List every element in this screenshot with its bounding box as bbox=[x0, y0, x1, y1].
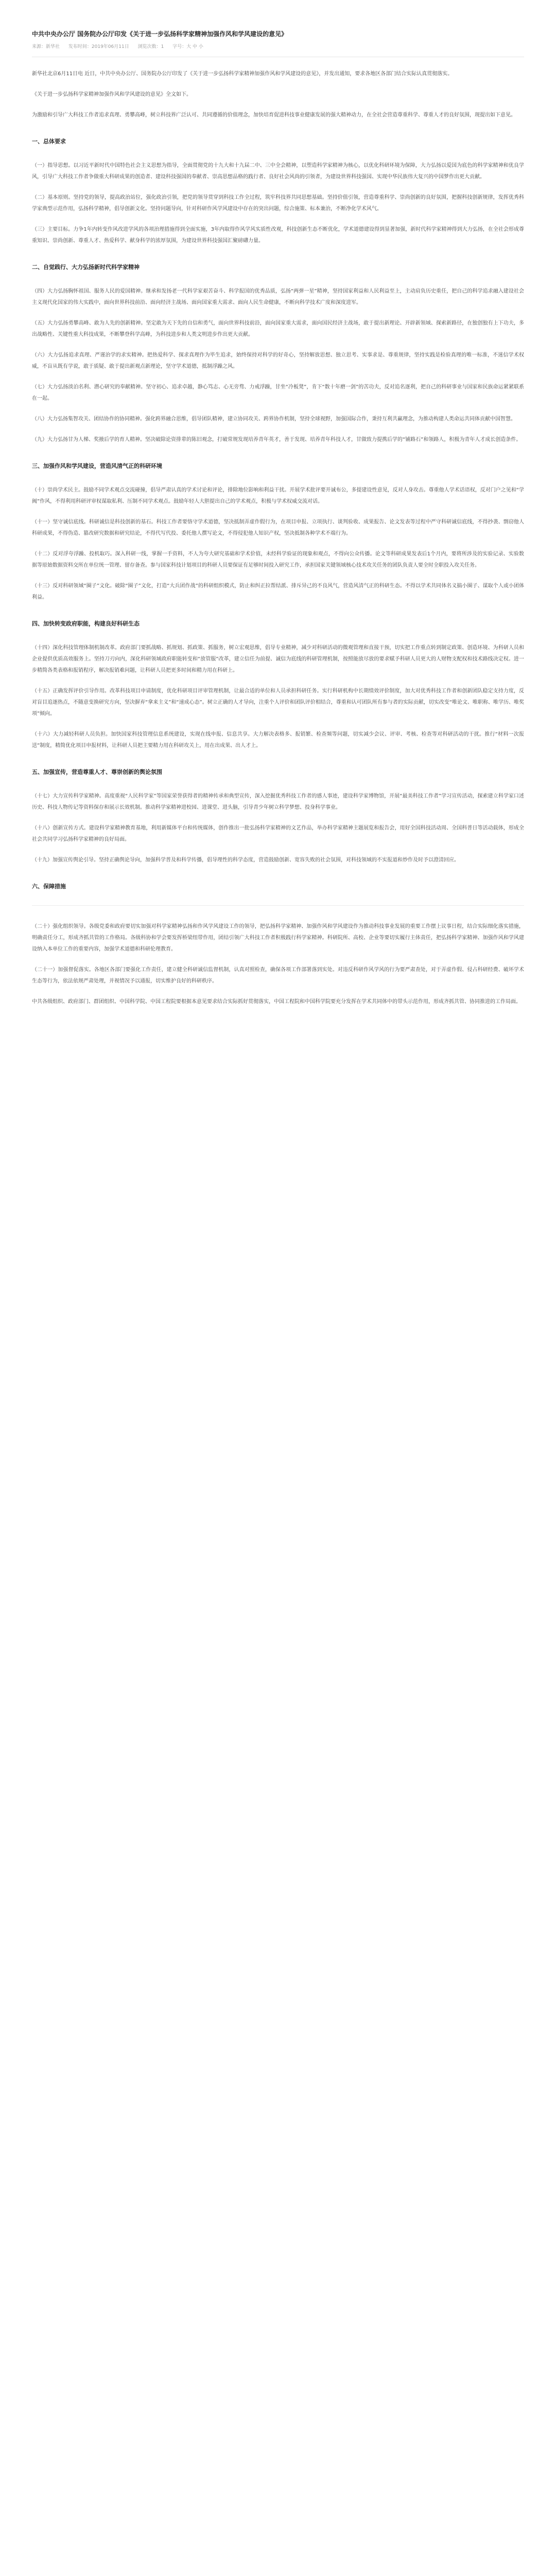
body-paragraph: （五）大力弘扬勇攀高峰、敢为人先的创新精神。坚定敢为天下先的自信和勇气，面向世界科技前沿，面向国家重大需求，面向国民经济主战场，敢于提出新理论、开辟新领域、探索新路径，在独创独有上下功夫，多出战略性、关键性重大科技成果，不断攀登科学高峰，为科技进步和人类文明进步作出更大贡献。 bbox=[32, 320, 524, 337]
body-paragraph: （八）大力弘扬集智攻关、团结协作的协同精神。强化跨界融合思维，倡导团队精神，建立协同攻关、跨界协作机制，坚持全球视野，加强国际合作，秉持互利共赢理念，为推动构建人类命运共同体贡献中国智慧。 bbox=[32, 416, 516, 422]
section-divider bbox=[32, 905, 524, 906]
body-paragraph: （十三）反对科研领域“圈子”文化。破除“圈子”文化，打造“大兵团作战”的科研组织模式，防止和纠正拉帮结派、排斥异己的不良风气，营造风清气正的科研生态。不得以学术共同体名义搞小圈子、谋取个人或小团体利益。 bbox=[32, 583, 524, 600]
meta-source: 来源：新华社 bbox=[32, 44, 60, 49]
body-paragraph: （四）大力弘扬胸怀祖国、服务人民的爱国精神。继承和发扬老一代科学家艰苦奋斗、科学报国的优秀品质，弘扬“两弹一星”精神，坚持国家利益和人民利益至上，主动肩负历史重任，把自己的科学追求融入建设社会主义现代化国家的伟大实践中，面向世界科技前沿、面向经济主战场、面向国家重大需求、面向人民生命健康，不断向科学技术广度和深度进军。 bbox=[32, 289, 524, 306]
body-paragraph: （十九）加强宣传舆论引导。坚持正确舆论导向，加强科学普及和科学传播，倡导理性的科学态度，营造鼓励创新、宽容失败的社会氛围，对科技领域的不实报道和炒作及时予以澄清回应。 bbox=[32, 857, 459, 863]
body-paragraph: （一）指导思想。以习近平新时代中国特色社会主义思想为指导，全面贯彻党的十九大和十九届二中、三中全会精神，以塑造科学家精神为核心，以优化科研环境为保障，大力弘扬以爱国为底色的科学家精神和优良学风，引导广大科技工作者争做重大科研成果的创造者、建设科技强国的奉献者、崇高思想品格的践行者、良好社会风尚的引领者，为建设世界科技强国、实现中华民族伟大复兴的中国梦作出更大贡献。 bbox=[32, 163, 524, 180]
meta-font-size[interactable]: 字号：大 中 小 bbox=[172, 44, 203, 49]
body-paragraph: （九）大力弘扬甘为人梯、奖掖后学的育人精神。坚决破除论资排辈的陈旧观念，打破常规发现培养青年英才，善于发现、培养青年科技人才，甘做致力提携后学的“铺路石”和领路人，积极为青年人才成长创造条件。 bbox=[32, 437, 522, 443]
body-paragraph: （六）大力弘扬追求真理、严谨治学的求实精神。把热爱科学、探求真理作为毕生追求，始终保持对科学的好奇心，坚持解放思想、独立思考、实事求是、尊重规律，坚持实践是检验真理的唯一标准，不迷信学术权威，不盲从既有学说，敢于质疑、敢于提出新观点新理论，坚守学术道德，抵制浮躁之风。 bbox=[32, 352, 524, 369]
body-paragraph: （二十一）加强督促落实。各地区各部门要强化工作责任，建立健全科研诚信监督机制，认真对照检查，确保各项工作部署落到实处。对违反科研作风学风的行为要严肃查处，对于弄虚作假、侵占科研经费、破坏学术生态等行为，依法依规严肃处理，并视情况予以通报，切实维护良好的科研秩序。 bbox=[32, 967, 524, 984]
body-paragraph: （十）崇尚学术民主。鼓励不同学术观点交流碰撞，倡导严肃认真的学术讨论和评论，排除地位影响和利益干扰。开展学术批评要开诚布公，多提建设性意见，反对人身攻击。尊重他人学术话语权，反对门户之见和“学阀”作风，不得利用科研评审权谋取私利、压制不同学术观点。鼓励年轻人大胆提出自己的学术观点，积极与学术权威交流对话。 bbox=[32, 487, 524, 504]
body-paragraph: 《关于进一步弘扬科学家精神加强作风和学风建设的意见》全文如下。 bbox=[32, 92, 192, 97]
body-paragraph: 为激励和引导广大科技工作者追求真理、勇攀高峰，树立科技界广泛认可、共同遵循的价值理念，加快培育促进科技事业健康发展的强大精神动力，在全社会营造尊重科学、尊重人才的良好氛围，现提出如下意见。 bbox=[32, 112, 516, 118]
section-heading: 一、总体要求 bbox=[32, 138, 66, 145]
article-meta bbox=[32, 43, 524, 57]
body-paragraph: （十四）深化科技管理体制机制改革。政府部门要抓战略、抓规划、抓政策、抓服务，树立宏观思维，倡导专业精神，减少对科研活动的微观管理和直接干预，切实把工作重点转到制定政策、创造环境、为科研人员和企业提供优质高效服务上。坚持刀刃向内，深化科研领域政府职能转变和“放管服”改革，建立信任为前提、诚信为底线的科研管理机制，按照能放尽放的要求赋予科研人员更大的人财物支配权和技术路线决定权。进一步精简各类表格和报销程序，解决报销难问题，让科研人员把更多时间和精力用在科研上。 bbox=[32, 645, 524, 673]
body-paragraph: （十二）反对浮夸浮躁、投机取巧。深入科研一线，掌握一手资料，不人为夸大研究基础和学术价值，未经科学验证的现象和观点，不得向公众传播。论文等科研成果发表后1个月内，要将所涉及的实验记录、实验数据等原始数据资料交所在单位统一管理、留存备查。参与国家科技计划项目的科研人员要保证有足够时间投入研究工作，承担国家关键领域核心技术攻关任务的团队负责人要全时全职投入攻关任务。 bbox=[32, 551, 524, 568]
article-body bbox=[32, 69, 524, 1008]
meta-date: 发布时间：2019年06月11日 bbox=[68, 44, 129, 49]
body-paragraph: （十五）正确发挥评价引导作用。改革科技项目申请制度，优化科研项目评审管理机制，让最合适的单位和人员承担科研任务。实行科研机构中长期绩效评价制度，加大对优秀科技工作者和创新团队稳定支持力度，反对盲目追逐热点，不随意变换研究方向，坚决摒弃“拿来主义”和“速成心态”。树立正确的人才导向，注重个人评价和团队评价相结合，尊重和认可团队所有参与者的实际贡献，切实改变“唯论文、唯职称、唯学历、唯奖项”倾向。 bbox=[32, 688, 524, 717]
body-paragraph: （十一）坚守诚信底线。科研诚信是科技创新的基石。科技工作者要恪守学术道德，坚决抵制弄虚作假行为，在项目申报、立项执行、谈判验收、成果报告、论文发表等过程中严守科研诚信底线，不得抄袭、剽窃他人科研成果，不得伪造、篡改研究数据和研究结论，不得代写代投、委托他人撰写论文，不得侵犯他人知识产权，坚决抵制各种学术不端行为。 bbox=[32, 519, 524, 536]
body-paragraph: （三）主要目标。力争1年内转变作风改进学风的各项治理措施得到全面实施，3年内取得作风学风实质性改观，科技创新生态不断优化，学术道德建设得到显著加强，新时代科学家精神得到大力弘扬，在全社会形成尊重知识、崇尚创新、尊重人才、热爱科学、献身科学的浓厚氛围，为建设世界科技强国汇聚磅礴力量。 bbox=[32, 227, 524, 244]
body-paragraph: （十七）大力宣传科学家精神。高度重视“人民科学家”等国家荣誉获得者的精神传承和典型宣传，深入挖掘优秀科技工作者的感人事迹，建设科学家博物馆，开展“最美科技工作者”学习宣传活动，探索建立科学家口述历史、科技人物传记等资料保存和展示长效机制。推动科学家精神进校园、进课堂、进头脑，引导青少年树立科学梦想、投身科学事业。 bbox=[32, 793, 524, 810]
body-paragraph: （十六）大力减轻科研人员负担。加快国家科技管理信息系统建设，实现在线申报、信息共享。大力解决表格多、报销繁、检查频等问题，切实减少会议、评审、考核、检查等对科研活动的干扰。推行“材料一次报送”制度，精简优化项目申报材料，让科研人员把主要精力用在科研攻关上，用在出成果、出人才上。 bbox=[32, 732, 524, 749]
section-heading: 三、加强作风和学风建设，营造风清气正的科研环境 bbox=[32, 463, 162, 469]
section-heading: 五、加强宣传，营造尊重人才、尊崇创新的舆论氛围 bbox=[32, 769, 162, 775]
body-paragraph: （七）大力弘扬淡泊名利、潜心研究的奉献精神。坚守初心、追求卓越，静心笃志、心无旁骛、力戒浮躁，甘坐“冷板凳”，肯下“数十年磨一剑”的苦功夫，反对追名逐利，把自己的科研事业与国家和民族命运紧紧联系在一起。 bbox=[32, 384, 524, 401]
section-heading: 六、保障措施 bbox=[32, 883, 66, 890]
meta-views: 浏览次数：1 bbox=[137, 44, 164, 49]
section-heading: 二、自觉践行、大力弘扬新时代科学家精神 bbox=[32, 264, 140, 270]
body-paragraph: 中共各级组织、政府部门、群团组织、中国科学院、中国工程院要根据本意见要求结合实际抓好贯彻落实，中国工程院和中国科学院要充分发挥在学术共同体中的带头示范作用，形成齐抓共管、协同推进的工作局面。 bbox=[32, 999, 521, 1005]
body-paragraph: （十八）创新宣传方式。建设科学家精神教育基地，利用新媒体平台和传统媒体，创作推出一批弘扬科学家精神的文艺作品，举办科学家精神主题展览和报告会，用好全国科技活动周、全国科普日等活动载体，形成全社会共同学习弘扬科学家精神的良好局面。 bbox=[32, 825, 524, 842]
article-title: 中共中央办公厅 国务院办公厅印发《关于进一步弘扬科学家精神加强作风和学风建设的意见》 bbox=[32, 30, 288, 38]
body-paragraph: 新华社北京6月11日电 近日，中共中央办公厅、国务院办公厅印发了《关于进一步弘扬科学家精神加强作风和学风建设的意见》，并发出通知，要求各地区各部门结合实际认真贯彻落实。 bbox=[32, 71, 453, 77]
body-paragraph: （二）基本原则。坚持党的领导，提高政治站位，强化政治引领，把党的领导贯穿到科技工作全过程，筑牢科技界共同思想基础。坚持价值引领，营造尊重科学、崇尚创新的良好氛围，把握科技创新规律，发挥优秀科学家典型示范作用，弘扬科学精神，倡导创新文化。坚持问题导向，针对科研作风学风建设中存在的突出问题，综合施策、标本兼治，不断净化学术风气。 bbox=[32, 195, 524, 212]
body-paragraph: （二十）强化组织领导。各级党委和政府要切实加强对科学家精神弘扬和作风学风建设工作的领导，把弘扬科学家精神、加强作风和学风建设作为推动科技事业发展的重要工作摆上议事日程，结合实际细化落实措施，明确责任分工，形成齐抓共管的工作格局。各级科协和学会要发挥桥梁纽带作用，团结引领广大科技工作者积极践行科学家精神。科研院所、高校、企业等要切实履行主体责任，把弘扬科学家精神、加强作风和学风建设纳入本单位工作的重要内容，加强学术道德和科研伦理教育。 bbox=[32, 924, 524, 952]
section-heading: 四、加快转变政府职能，构建良好科研生态 bbox=[32, 620, 140, 627]
